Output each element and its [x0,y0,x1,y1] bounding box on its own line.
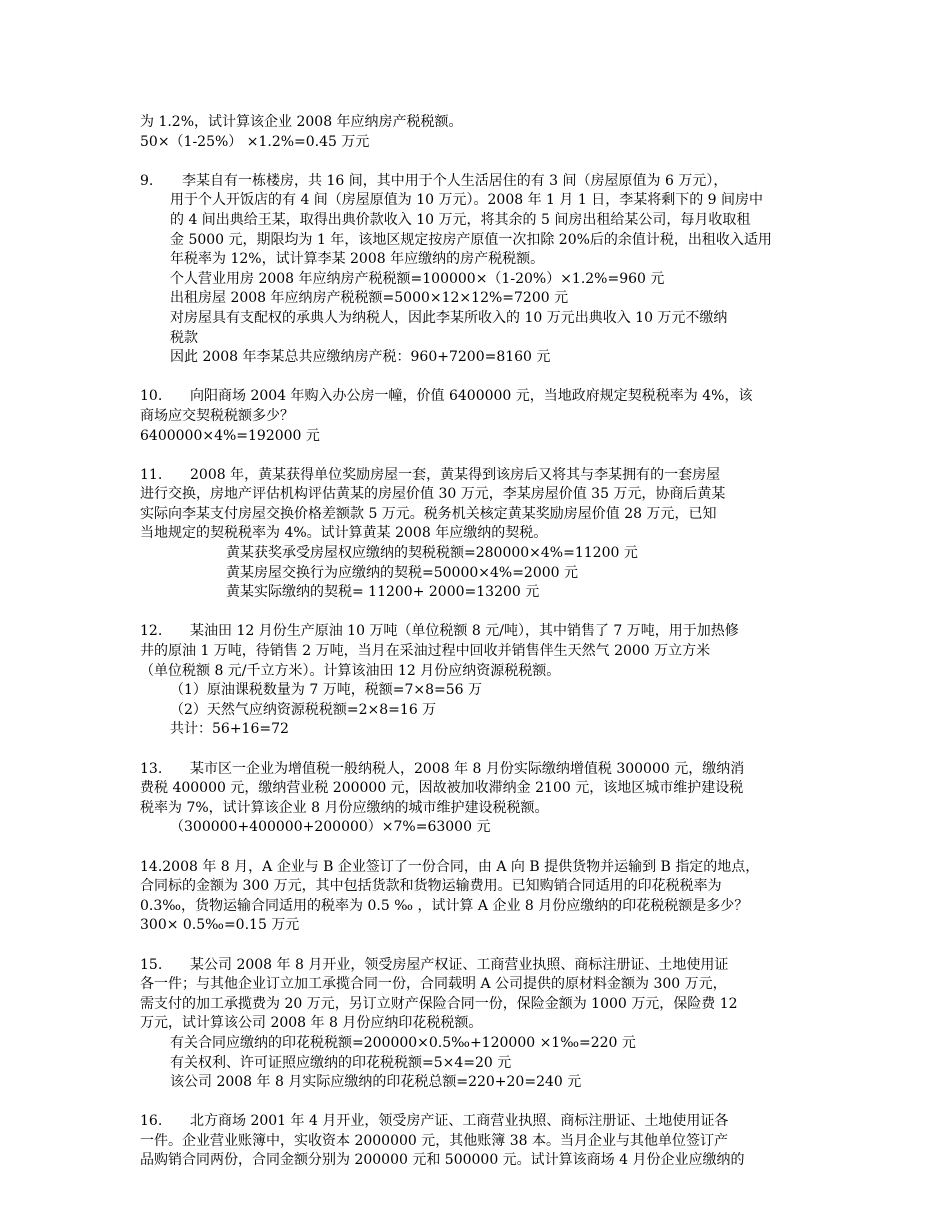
question-10-line-2: 商场应交契税税额多少？ [140,407,294,424]
question-9-line-4: 金 5000 元，期限均为 1 年，该地区规定按房产原值一次扣除 20%后的余值计税，出租收入适用 [170,231,772,248]
question-11-line-3: 实际向李某支付房屋交换价格差额款 5 万元。税务机关核定黄某奖励房屋价值 28 万元，已知 [140,505,717,522]
question-13-line-3: 税率为 7%，试计算该企业 8 月份应缴纳的城市维护建设税税额。 [140,799,549,816]
question-14-line-3: 0.3‰，货物运输合同适用的税率为 0.5 ‰ ，试计算 A 企业 8 月份应缴纳的印花税税额是多少？ [140,897,749,914]
question-16-line-2: 一件。企业营业账簿中，实收资本 2000000 元，其他账簿 38 本。当月企业与其他单位签订产 [140,1132,728,1149]
question-9-answer-1: 个人营业用房 2008 年应纳房产税税额=100000×（1-20%）×1.2%=960 元 [170,270,665,287]
question-9 [140,172,830,368]
document-page [140,113,830,1171]
question-13-line-1: 13. 某市区一企业为增值税一般纳税人，2008 年 8 月份实际缴纳增值税 300000 元，缴纳消 [140,760,830,780]
question-15-line-2: 各一件；与其他企业订立加工承揽合同一份，合同载明 A 公司提供的原材料金额为 300 万元， [140,976,727,993]
question-15-line-4: 万元，试计算该公司 2008 年 8 月份应纳印花税税额。 [140,1015,483,1032]
question-10 [140,387,830,446]
question-12-line-3: （单位税额 8 元/千立方米）。计算该油田 12 月份应纳资源税税额。 [140,662,561,679]
question-16-number: 16. [140,1113,163,1130]
question-11-answer-3: 黄某实际缴纳的契税= 11200+ 2000=13200 元 [226,584,540,601]
question-9-line-2: 用于个人开饭店的有 4 间（房屋原值为 10 万元）。2008 年 1 月 1 日，李某将剩下的 9 间房中 [170,192,764,209]
question-12-line-2: 井的原油 1 万吨，待销售 2 万吨，当月在采油过程中回收并销售伴生天然气 2000 万立方米 [140,643,711,660]
question-9-answer-2: 出租房屋 2008 年应纳房产税税额=5000×12×12%=7200 元 [170,290,569,307]
question-11-line-4: 当地规定的契税税率为 4%。试计算黄某 2008 年应缴纳的契税。 [140,525,548,542]
question-9-answer-4: 税款 [170,329,198,346]
question-15-answer-2: 有关权利、许可证照应缴纳的印花税税额=5×4=20 元 [170,1054,512,1071]
question-15-line-1: 15. 某公司 2008 年 8 月开业，领受房屋产权证、工商营业执照、商标注册证、土地使用证 [140,956,830,976]
question-10-answer: 6400000×4%=192000 元 [140,427,320,444]
question-9-answer-5: 因此 2008 年李某总共应缴纳房产税：960+7200=8160 元 [170,349,551,366]
intro-answer: 50×（1-25%） ×1.2%=0.45 万元 [140,133,370,150]
question-13-number: 13. [140,760,163,777]
question-10-line-1: 10. 向阳商场 2004 年购入办公房一幢，价值 6400000 元，当地政府规定契税税率为 4%，该 [140,387,830,407]
question-9-number: 9. [140,172,154,189]
question-15 [140,956,830,1093]
question-16-line-3: 品购销合同两份，合同金额分别为 200000 元和 500000 元。试计算该商场 4 月份企业应缴纳的 [140,1152,745,1169]
question-12-line-1: 12. 某油田 12 月份生产原油 10 万吨（单位税额 8 元/吨），其中销售了 7 万吨，用于加热修 [140,622,830,642]
question-16-line-1: 16. 北方商场 2001 年 4 月开业，领受房产证、工商营业执照、商标注册证、土地使用证各 [140,1112,830,1132]
question-14-answer: 300× 0.5‰=0.15 万元 [140,917,300,934]
question-12-answer-2: （2）天然气应纳资源税税额=2×8=16 万 [170,701,437,718]
question-12 [140,622,830,740]
question-12-number: 12. [140,623,163,640]
question-14 [140,858,830,936]
question-13 [140,760,830,838]
question-14-line-2: 合同标的金额为 300 万元，其中包括货款和货物运输费用。已知购销合同适用的印花税税率为 [140,878,722,895]
question-12-answer-1: （1）原油课税数量为 7 万吨，税额=7×8=56 万 [170,682,482,699]
question-16 [140,1112,830,1171]
question-11-answer-1: 黄某获奖承受房屋权应缴纳的契税税额=280000×4%=11200 元 [226,545,638,562]
question-13-answer: （300000+400000+200000）×7%=63000 元 [170,819,491,836]
question-11-line-2: 进行交换，房地产评估机构评估黄某的房屋价值 30 万元，李某房屋价值 35 万元，协商后黄某 [140,486,726,503]
question-15-number: 15. [140,956,163,973]
question-9-answer-3: 对房屋具有支配权的承典人为纳税人，因此李某所收入的 10 万元出典收入 10 万元不缴纳 [170,309,728,326]
question-9-line-1: 9. 李某自有一栋楼房，共 16 间，其中用于个人生活居住的有 3 间（房屋原值为 6 万元）， [140,172,830,192]
question-10-number: 10. [140,388,163,405]
intro-line: 为 1.2%，试计算该企业 2008 年应纳房产税税额。 [140,114,463,130]
question-9-line-3: 的 4 间出典给王某，取得出典价款收入 10 万元，将其余的 5 间房出租给某公司，每月收取租 [170,211,751,228]
question-13-line-2: 费税 400000 元，缴纳营业税 200000 元，因故被加收滞纳金 2100 元，该地区城市维护建设税 [140,780,744,797]
question-11 [140,466,830,603]
question-11-answer-2: 黄某房屋交换行为应缴纳的契税=50000×4%=2000 元 [226,564,579,581]
question-11-number: 11. [140,466,163,483]
question-15-answer-1: 有关合同应缴纳的印花税税额=200000×0.5‰+120000 ×1‰=220 元 [170,1034,636,1051]
question-12-answer-3: 共计：56+16=72 [170,721,289,738]
question-15-answer-3: 该公司 2008 年 8 月实际应缴纳的印花税总额=220+20=240 元 [170,1074,582,1091]
question-9-line-5: 年税率为 12%，试计算李某 2008 年应缴纳的房产税税额。 [170,251,545,268]
question-11-line-1: 11. 2008 年，黄某获得单位奖励房屋一套，黄某得到该房后又将其与李某拥有的一套房屋 [140,466,830,486]
question-14-line-1: 14.2008 年 8 月，A 企业与 B 企业签订了一份合同，由 A 向 B 提供货物并运输到 B 指定的地点， [140,858,760,875]
question-15-line-3: 需支付的加工承揽费为 20 万元，另订立财产保险合同一份，保险金额为 1000 万元，保险费 12 [140,995,738,1012]
